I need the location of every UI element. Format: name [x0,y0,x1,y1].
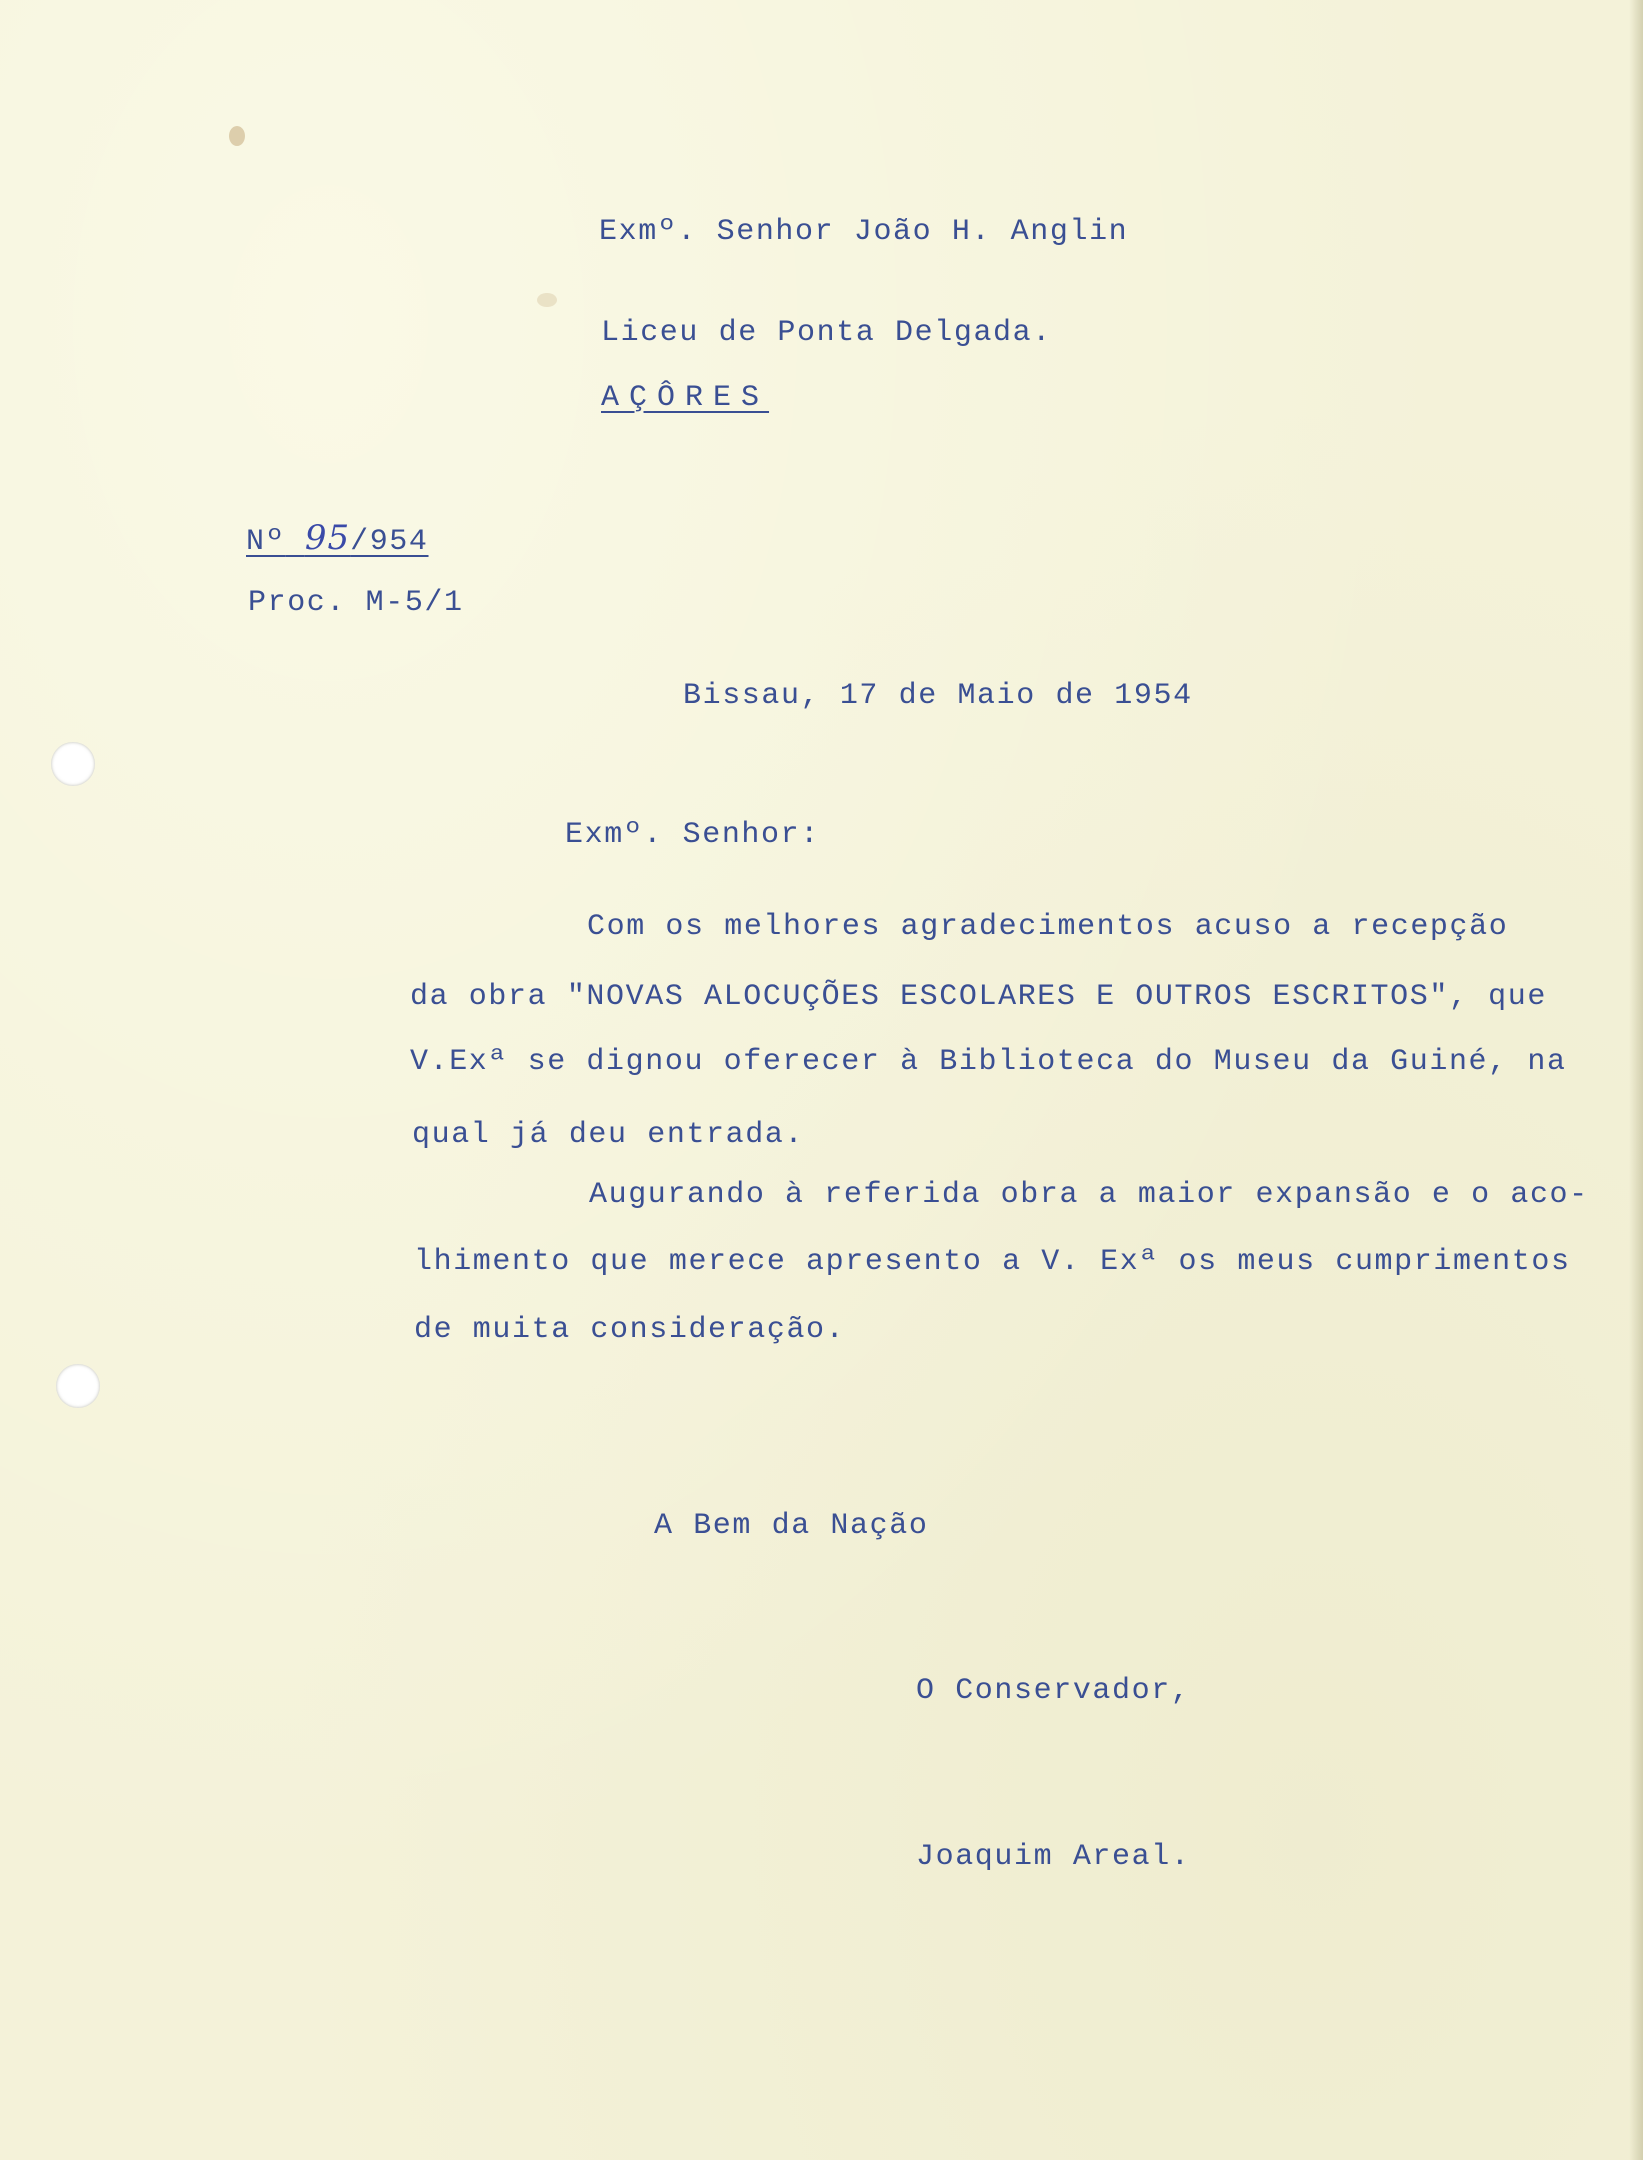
reference-number-prefix: Nº [246,525,286,559]
punch-hole-top [51,742,95,786]
salutation: Exmº. Senhor: [565,818,820,852]
recipient-name: Exmº. Senhor João H. Anglin [599,215,1129,249]
punch-hole-bottom [56,1364,100,1408]
recipient-location: AÇÔRES [601,381,770,415]
paper-stain [537,293,557,307]
signature-title: O Conservador, [916,1674,1191,1708]
reference-number-handwritten: 95 [304,518,351,558]
reference-number [246,518,429,559]
process-reference: Proc. M-5/1 [248,586,464,620]
closing-line: A Bem da Nação [654,1509,929,1543]
body-line-6: lhimento que merece apresento a V. Exª os meus cumprimentos [414,1245,1571,1279]
body-line-4: qual já deu entrada. [412,1118,805,1152]
body-line-7: de muita consideração. [414,1313,846,1347]
recipient-institution: Liceu de Ponta Delgada. [601,316,1052,350]
page-edge-shadow [1629,0,1643,2160]
reference-number-suffix: /954 [350,525,429,559]
body-line-2: da obra "NOVAS ALOCUÇÕES ESCOLARES E OUTROS ESCRITOS", que [410,980,1547,1014]
signature-name: Joaquim Areal. [916,1840,1191,1874]
date-line: Bissau, 17 de Maio de 1954 [683,679,1193,713]
body-line-1: Com os melhores agradecimentos acuso a recepção [587,910,1509,944]
paper-stain [229,126,245,146]
body-line-5: Augurando à referida obra a maior expansão e o aco- [589,1178,1589,1212]
body-line-3: V.Exª se dignou oferecer à Biblioteca do Museu da Guiné, na [410,1045,1567,1079]
